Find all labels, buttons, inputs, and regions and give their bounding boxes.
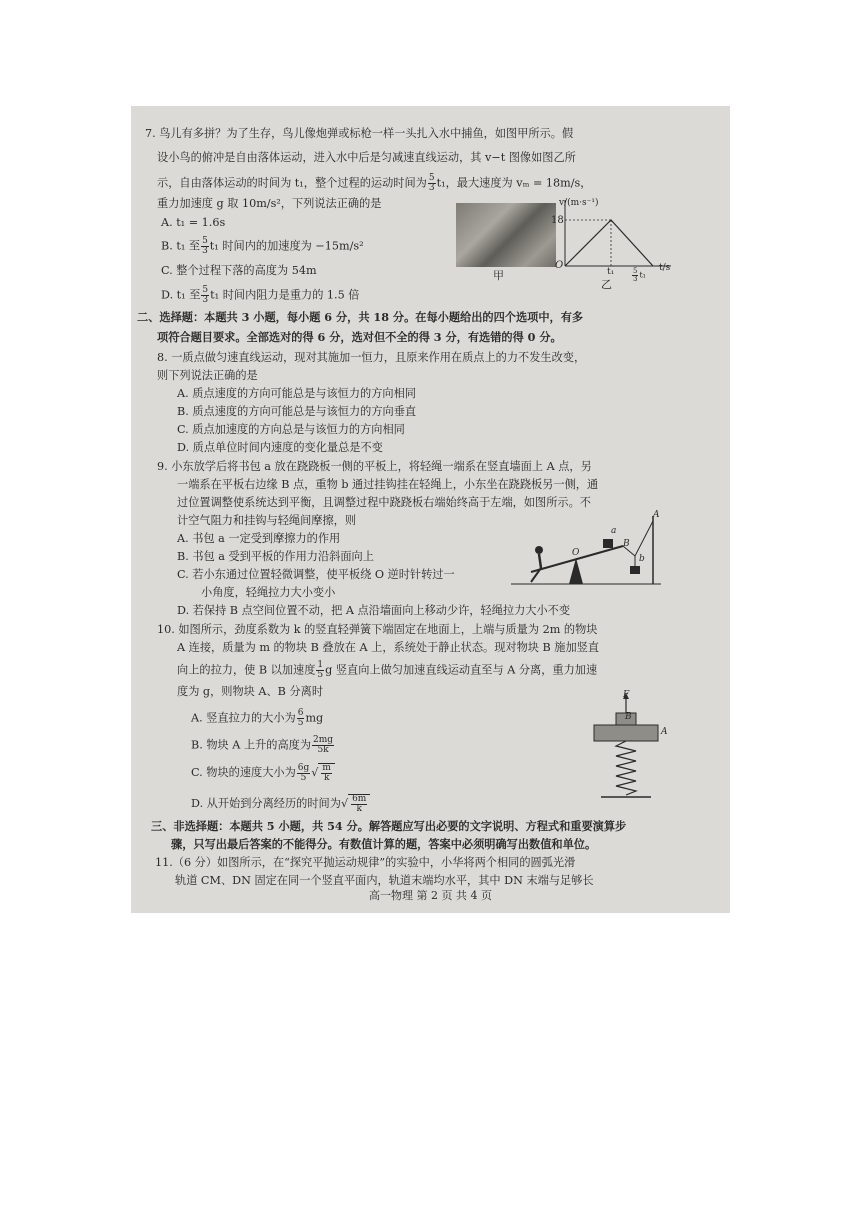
q11-line2: 轨道 CM、DN 固定在同一个竖直平面内，轨道末端均水平，其中 DN 末端与足够长 xyxy=(175,874,594,887)
vt-tick-t1: t₁ xyxy=(607,267,615,277)
q8-option-a: A. 质点速度的方向可能总是与该恒力的方向相同 xyxy=(177,387,416,400)
vt-tick-53t1: $\frac{5}{3}$ t₁ xyxy=(633,267,646,283)
q8-line2: 则下列说法正确的是 xyxy=(157,369,258,382)
q10-option-c: C. 物块的速度大小为 $\frac{6g}{5}$ √ $\frac{m}{k}$ xyxy=(191,763,335,783)
spring-label-F: F xyxy=(623,690,630,700)
figure-yi-caption: 乙 xyxy=(601,278,612,291)
q7-option-d: D. t₁ 至 $\frac{5}{3}$ t₁ 时间内阻力是重力的 1.5 倍 xyxy=(161,285,360,305)
q7-line2: 设小鸟的俯冲是自由落体运动，进入水中后是匀减速直线运动，其 v−t 图像如图乙所 xyxy=(157,151,576,164)
fulcrum xyxy=(569,558,583,584)
q9-line4: 计空气阻力和挂钩与轻绳间摩擦，则 xyxy=(177,514,357,527)
vt-graph xyxy=(551,196,676,278)
q9-option-c-line1: C. 若小东通过位置轻微调整，使平板绕 O 逆时针转过一 xyxy=(177,568,455,581)
q11-line1: 11.（6 分）如图所示，在“探究平抛运动规律”的实验中，小华将两个相同的圆弧光滑 xyxy=(155,856,576,869)
seesaw-label-b: b xyxy=(639,554,645,564)
q9-option-d: D. 若保持 B 点空间位置不动，把 A 点沿墙面向上移动少许，轻绳拉力大小不变 xyxy=(177,604,571,617)
block-a xyxy=(594,725,658,741)
q8-option-d: D. 质点单位时间内速度的变化量总是不变 xyxy=(177,441,383,454)
q10-option-a: A. 竖直拉力的大小为 $\frac{6}{5}$ mg xyxy=(191,708,324,728)
seesaw-label-B: B xyxy=(623,539,630,549)
q7-option-c: C. 整个过程下落的高度为 54m xyxy=(161,264,317,277)
q10-line4: 度为 g，则物块 A、B 分离时 xyxy=(177,685,324,698)
vt-x-label: t/s xyxy=(659,263,671,273)
q10-option-d: D. 从开始到分离经历的时间为√ $\frac{6m}{k}$ xyxy=(191,794,370,814)
exam-page-photo xyxy=(131,106,730,913)
spring-label-A: A xyxy=(661,727,668,737)
vt-origin: O xyxy=(555,260,564,271)
q10-line2: A 连接，质量为 m 的物块 B 叠放在 A 上，系统处于静止状态。现对物块 B 施加竖直 xyxy=(177,641,600,654)
section2-line1: 二、选择题：本题共 3 小题，每小题 6 分，共 18 分。在每小题给出的四个选项中，有多 xyxy=(137,310,584,324)
q9-line1: 9. 小东放学后将书包 a 放在跷跷板一侧的平板上，将轻绳一端系在竖直墙面上 A 点，另 xyxy=(157,460,592,473)
weight xyxy=(630,566,640,574)
seesaw-figure xyxy=(511,506,661,591)
seesaw-label-a: a xyxy=(611,526,617,536)
q7-line4: 重力加速度 g 取 10m/s²，下列说法正确的是 xyxy=(157,197,382,210)
bird-diving-photo xyxy=(456,203,556,267)
spring xyxy=(616,741,636,795)
spring-label-B: B xyxy=(625,712,632,722)
schoolbag xyxy=(603,539,613,548)
q9-line3: 过位置调整使系统达到平衡，且调整过程中跷跷板右端始终高于左端，如图所示。不 xyxy=(177,496,591,509)
section3-line2: 骤，只写出最后答案的不能得分。有数值计算的题，答案中必须明确写出数值和单位。 xyxy=(171,837,597,851)
spring-blocks-figure xyxy=(586,691,666,806)
q9-line2: 一端系在平板右边缘 B 点，重物 b 通过挂钩挂在轻绳上，小东坐在跷跷板另一侧，通 xyxy=(177,478,599,491)
q8-option-b: B. 质点速度的方向可能总是与该恒力的方向垂直 xyxy=(177,405,417,418)
boy-head xyxy=(535,546,543,554)
q7-option-a: A. t₁ = 1.6s xyxy=(161,216,226,229)
q7-option-b: B. t₁ 至 $\frac{5}{3}$ t₁ 时间内的加速度为 −15m/s² xyxy=(161,236,364,256)
q9-option-b: B. 书包 a 受到平板的作用力沿斜面向上 xyxy=(177,550,374,563)
figure-jia-caption: 甲 xyxy=(493,269,504,282)
section3-line1: 三、非选择题：本题共 5 小题，共 54 分。解答题应写出必要的文字说明、方程式和重要演算步 xyxy=(151,819,627,833)
vt-tick-18: 18 xyxy=(551,215,564,226)
q10-line3: 向上的拉力，使 B 以加速度 $\frac{1}{5}$ g 竖直向上做匀加速直线运动直至与 A 分离，重力加速 xyxy=(177,660,598,680)
q7-line1: 7. 鸟儿有多拼？为了生存，鸟儿像炮弹或标枪一样一头扎入水中捕鱼，如图甲所示。假 xyxy=(145,127,574,140)
q9-option-c-line2: 小角度，轻绳拉力大小变小 xyxy=(201,586,336,599)
seesaw-label-O: O xyxy=(572,548,580,558)
q10-line1: 10. 如图所示，劲度系数为 k 的竖直轻弹簧下端固定在地面上，上端与质量为 2m 的物块 xyxy=(157,623,598,636)
page-footer: 高一物理 第 2 页 共 4 页 xyxy=(369,889,492,902)
q8-option-c: C. 质点加速度的方向总是与该恒力的方向相同 xyxy=(177,423,405,436)
q7-line3: 示，自由落体运动的时间为 t₁，整个过程的运动时间为 $\frac{5}{3}$ t₁，最大速度为 vₘ = 18m/s， xyxy=(157,173,592,193)
q8-line1: 8. 一质点做匀速直线运动，现对其施加一恒力，且原来作用在质点上的力不发生改变， xyxy=(157,351,586,364)
vt-line xyxy=(565,220,653,266)
vt-y-label: v/(m·s⁻¹) xyxy=(559,198,599,208)
q9-option-a: A. 书包 a 一定受到摩擦力的作用 xyxy=(177,532,341,545)
section2-line2: 项符合题目要求。全部选对的得 6 分，选对但不全的得 3 分，有选错的得 0 分。 xyxy=(157,330,562,344)
seesaw-label-A: A xyxy=(653,510,660,520)
q10-option-b: B. 物块 A 上升的高度为 $\frac{2mg}{5k}$ xyxy=(191,735,334,755)
